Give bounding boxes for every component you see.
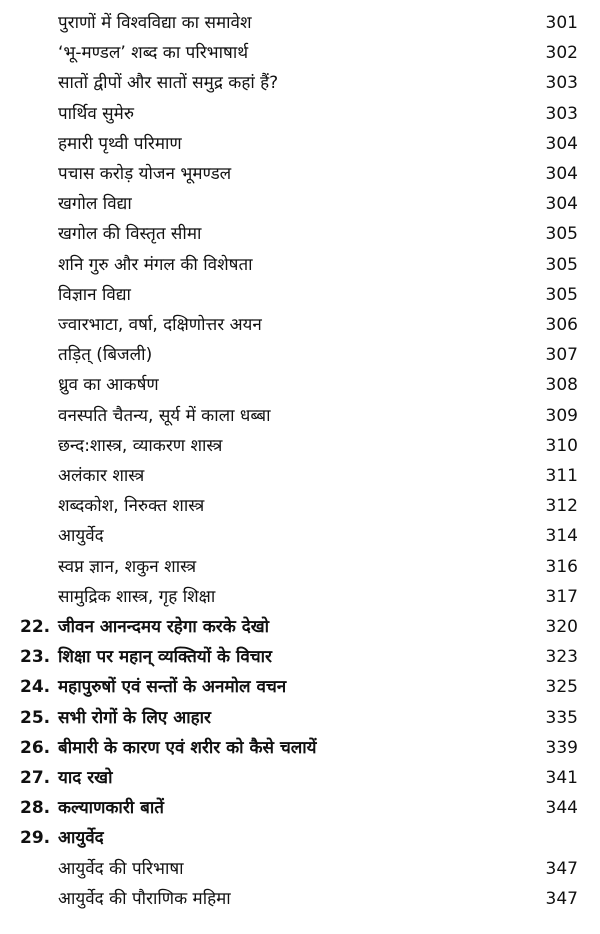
- chapter-number: 24.: [20, 677, 51, 698]
- page-number: 347: [545, 888, 578, 909]
- toc-section-row: [0, 219, 600, 249]
- toc-section-row: [0, 582, 600, 612]
- toc-chapter-row: [0, 642, 600, 672]
- toc-chapter-row: [0, 612, 600, 642]
- section-title: स्वप्न ज्ञान, शकुन शास्त्र: [58, 556, 197, 577]
- page-number: 341: [545, 768, 578, 788]
- toc-section-row: [0, 370, 600, 400]
- toc-section-row: [0, 854, 600, 884]
- toc-section-row: [0, 129, 600, 159]
- chapter-title: कल्याणकारी बातें: [58, 798, 164, 819]
- page-number: 344: [545, 798, 578, 819]
- toc-chapter-row: [0, 672, 600, 702]
- page-number: 323: [545, 647, 578, 668]
- page-number: 316: [545, 556, 578, 577]
- section-title: आयुर्वेद: [58, 526, 104, 547]
- toc-section-row: [0, 38, 600, 68]
- toc-section-row: [0, 189, 600, 219]
- page-number: 305: [545, 254, 578, 275]
- page-number: 311: [545, 466, 578, 486]
- toc-chapter-row: [0, 823, 600, 853]
- section-title: ज्वारभाटा, वर्षा, दक्षिणोत्तर अयन: [58, 315, 262, 335]
- chapter-title: बीमारी के कारण एवं शरीर को कैसे चलायें: [58, 737, 317, 758]
- toc-section-row: [0, 340, 600, 370]
- page-number: 304: [545, 194, 578, 215]
- toc-chapter-row: [0, 733, 600, 763]
- section-title: आयुर्वेद की परिभाषा: [58, 858, 184, 879]
- section-title: खगोल की विस्तृत सीमा: [58, 224, 202, 245]
- toc-chapter-row: [0, 793, 600, 823]
- section-title: शनि गुरु और मंगल की विशेषता: [58, 254, 253, 275]
- toc-section-row: [0, 884, 600, 914]
- section-title: हमारी पृथ्वी परिमाण: [58, 133, 182, 154]
- toc-section-row: [0, 310, 600, 340]
- chapter-number: 25.: [20, 707, 51, 728]
- page-number: 302: [545, 43, 578, 64]
- page-number: 317: [545, 586, 578, 607]
- chapter-number: 23.: [20, 647, 51, 668]
- toc-section-row: [0, 280, 600, 310]
- toc-section-row: [0, 250, 600, 280]
- page-number: 308: [545, 375, 578, 396]
- section-title: अलंकार शास्त्र: [58, 466, 145, 486]
- section-title: पचास करोड़ योजन भूमण्डल: [58, 164, 232, 184]
- section-title: पार्थिव सुमेरु: [58, 103, 135, 124]
- section-title: आयुर्वेद की पौराणिक महिमा: [58, 888, 231, 909]
- section-title: वनस्पति चैतन्य, सूर्य में काला धब्बा: [58, 405, 271, 426]
- chapter-title: शिक्षा पर महान् व्यक्तियों के विचार: [58, 647, 272, 668]
- chapter-number: 29.: [20, 828, 51, 849]
- chapter-number: 22.: [20, 617, 51, 637]
- page-number: 310: [545, 435, 578, 456]
- chapter-number: 27.: [20, 768, 51, 788]
- page-number: 304: [545, 164, 578, 184]
- page-number: 305: [545, 284, 578, 305]
- page-number: 305: [545, 224, 578, 245]
- toc-section-row: [0, 431, 600, 461]
- chapter-number: 28.: [20, 798, 51, 819]
- section-title: पुराणों में विश्वविद्या का समावेश: [58, 13, 252, 33]
- chapter-title: महापुरुषों एवं सन्तों के अनमोल वचन: [58, 677, 287, 698]
- toc-section-row: [0, 521, 600, 551]
- chapter-title: याद रखो: [58, 768, 113, 788]
- toc-section-row: [0, 401, 600, 431]
- section-title: छन्द:शास्त्र, व्याकरण शास्त्र: [58, 435, 223, 456]
- section-title: विज्ञान विद्या: [58, 284, 131, 305]
- chapter-title: सभी रोगों के लिए आहार: [58, 707, 211, 728]
- page-number: 309: [545, 405, 578, 426]
- toc-section-row: [0, 461, 600, 491]
- page-number: 306: [545, 315, 578, 335]
- page-number: 303: [545, 103, 578, 124]
- page-number: 347: [545, 858, 578, 879]
- toc-section-row: [0, 99, 600, 129]
- toc-section-row: [0, 68, 600, 98]
- toc-section-row: [0, 552, 600, 582]
- page-number: 320: [545, 617, 578, 637]
- page-number: 335: [545, 707, 578, 728]
- section-title: शब्दकोश, निरुक्त शास्त्र: [58, 496, 205, 517]
- toc-chapter-row: [0, 703, 600, 733]
- page-number: 314: [545, 526, 578, 547]
- page-number: 339: [545, 737, 578, 758]
- chapter-title: आयुर्वेद: [58, 828, 104, 849]
- section-title: ‘भू-मण्डल’ शब्द का परिभाषार्थ: [58, 43, 249, 64]
- section-title: ध्रुव का आकर्षण: [58, 375, 159, 396]
- page-number: 304: [545, 133, 578, 154]
- section-title: खगोल विद्या: [58, 194, 132, 215]
- page-number: 307: [545, 345, 578, 366]
- toc-section-row: [0, 8, 600, 38]
- page-number: 325: [545, 677, 578, 698]
- section-title: तड़ित् (बिजली): [58, 345, 153, 366]
- page-number: 312: [545, 496, 578, 517]
- toc-chapter-row: [0, 763, 600, 793]
- page-number: 301: [545, 13, 578, 33]
- page-number: 303: [545, 73, 578, 94]
- chapter-number: 26.: [20, 737, 51, 758]
- section-title: सामुद्रिक शास्त्र, गृह शिक्षा: [58, 586, 216, 607]
- section-title: सातों द्वीपों और सातों समुद्र कहां हैं?: [58, 73, 279, 94]
- toc-section-row: [0, 159, 600, 189]
- chapter-title: जीवन आनन्दमय रहेगा करके देखो: [58, 617, 270, 637]
- toc-section-row: [0, 491, 600, 521]
